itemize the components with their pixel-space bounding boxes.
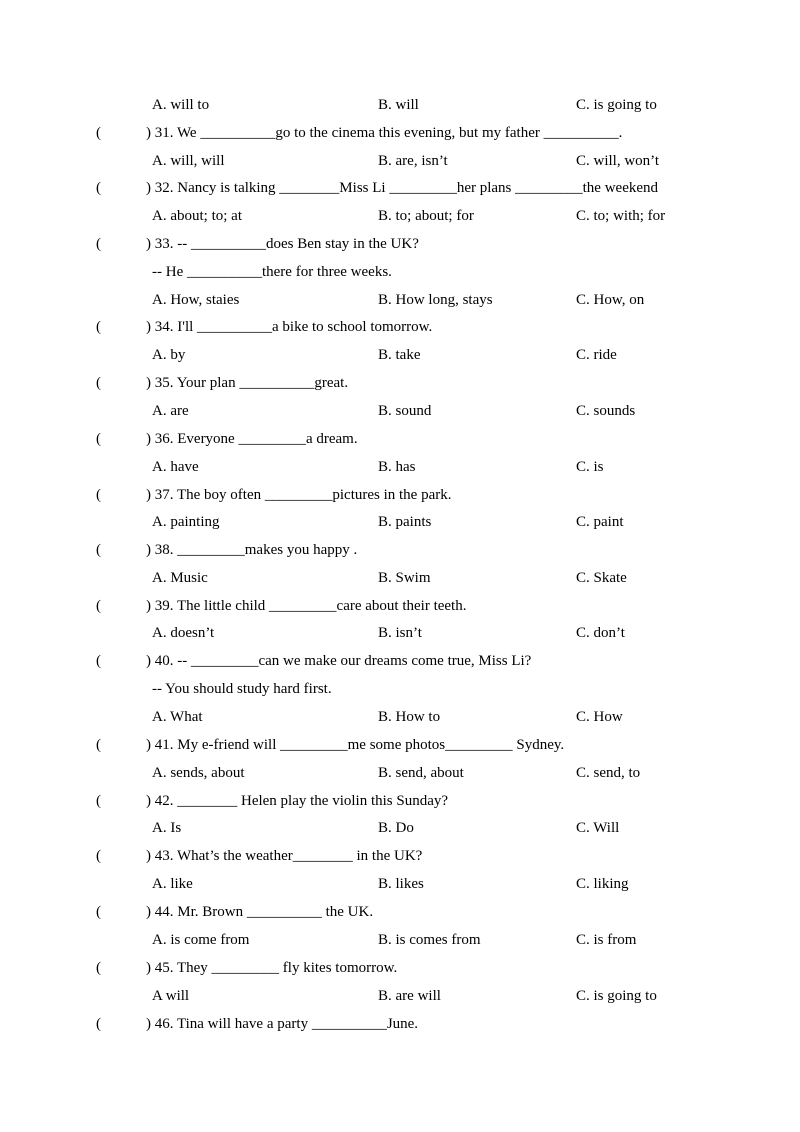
question-text: ) 39. The little child _________care about their teeth.	[146, 598, 467, 614]
question-row	[0, 957, 800, 979]
option-a: A. What	[152, 709, 203, 725]
question-text: ) 34. I'll __________a bike to school tomorrow.	[146, 319, 433, 335]
option-c: C. send, to	[576, 765, 641, 781]
options-row	[0, 289, 800, 311]
question-text: ) 43. What’s the weather________ in the UK?	[146, 848, 423, 864]
options-row	[0, 567, 800, 589]
question-text: ) 32. Nancy is talking ________Miss Li _________her plans _________the weekend	[146, 180, 659, 196]
option-a: A. sends, about	[152, 765, 245, 781]
question-text: ) 46. Tina will have a party __________June.	[146, 1016, 419, 1032]
option-c: C. don’t	[576, 625, 625, 641]
option-c: C. is from	[576, 932, 637, 948]
option-c: C. to; with; for	[576, 208, 666, 224]
options-row	[0, 150, 800, 172]
options-row	[0, 205, 800, 227]
answer-paren: (	[96, 904, 101, 920]
question-row	[0, 901, 800, 923]
question-text: ) 37. The boy often _________pictures in the park.	[146, 487, 452, 503]
option-a: A will	[152, 988, 190, 1004]
question-row	[0, 316, 800, 338]
question-row	[0, 595, 800, 617]
answer-paren: (	[96, 737, 101, 753]
question-row	[0, 650, 800, 672]
question-text: ) 36. Everyone _________a dream.	[146, 431, 358, 447]
options-row	[0, 400, 800, 422]
options-row	[0, 817, 800, 839]
answer-paren: (	[96, 653, 101, 669]
answer-paren: (	[96, 319, 101, 335]
option-b: B. are will	[378, 988, 441, 1004]
question-row	[0, 484, 800, 506]
question-row	[0, 122, 800, 144]
options-row	[0, 94, 800, 116]
option-b: B. has	[378, 459, 416, 475]
option-c: C. will, won’t	[576, 153, 660, 169]
option-b: B. Do	[378, 820, 414, 836]
options-row	[0, 511, 800, 533]
options-row	[0, 985, 800, 1007]
question-row	[0, 539, 800, 561]
option-b: B. Swim	[378, 570, 431, 586]
option-b: B. is comes from	[378, 932, 481, 948]
option-a: A. are	[152, 403, 189, 419]
option-c: C. is going to	[576, 988, 657, 1004]
question-text: ) 44. Mr. Brown __________ the UK.	[146, 904, 374, 920]
option-b: B. likes	[378, 876, 424, 892]
question-text: ) 35. Your plan __________great.	[146, 375, 349, 391]
answer-paren: (	[96, 960, 101, 976]
answer-paren: (	[96, 848, 101, 864]
options-row	[0, 873, 800, 895]
option-b: B. How to	[378, 709, 441, 725]
option-c: C. is going to	[576, 97, 657, 113]
options-row	[0, 344, 800, 366]
option-b: B. take	[378, 347, 421, 363]
option-b: B. send, about	[378, 765, 464, 781]
option-c: C. ride	[576, 347, 617, 363]
option-a: A. is come from	[152, 932, 250, 948]
dialogue-text: -- You should study hard first.	[152, 681, 332, 697]
option-b: B. to; about; for	[378, 208, 474, 224]
answer-paren: (	[96, 487, 101, 503]
question-row	[0, 1013, 800, 1035]
question-text: ) 42. ________ Helen play the violin this Sunday?	[146, 793, 449, 809]
question-row	[0, 734, 800, 756]
answer-paren: (	[96, 125, 101, 141]
option-c: C. sounds	[576, 403, 636, 419]
question-text: ) 45. They _________ fly kites tomorrow.	[146, 960, 398, 976]
dialogue-line	[0, 261, 800, 283]
question-text: ) 33. -- __________does Ben stay in the UK?	[146, 236, 419, 252]
option-b: B. paints	[378, 514, 432, 530]
question-text: ) 41. My e-friend will _________me some photos_________ Sydney.	[146, 737, 565, 753]
option-c: C. Skate	[576, 570, 627, 586]
answer-paren: (	[96, 431, 101, 447]
option-b: B. isn’t	[378, 625, 422, 641]
option-a: A. doesn’t	[152, 625, 215, 641]
answer-paren: (	[96, 542, 101, 558]
question-row	[0, 177, 800, 199]
option-a: A. Music	[152, 570, 208, 586]
options-row	[0, 622, 800, 644]
option-c: C. is	[576, 459, 604, 475]
question-row	[0, 845, 800, 867]
option-c: C. How	[576, 709, 623, 725]
option-c: C. Will	[576, 820, 620, 836]
dialogue-text: -- He __________there for three weeks.	[152, 264, 392, 280]
question-text: ) 31. We __________go to the cinema this evening, but my father __________.	[146, 125, 623, 141]
dialogue-line	[0, 678, 800, 700]
option-c: C. paint	[576, 514, 624, 530]
question-row	[0, 790, 800, 812]
option-c: C. liking	[576, 876, 629, 892]
option-b: B. sound	[378, 403, 432, 419]
question-row	[0, 372, 800, 394]
options-row	[0, 706, 800, 728]
option-a: A. about; to; at	[152, 208, 242, 224]
answer-paren: (	[96, 375, 101, 391]
option-a: A. painting	[152, 514, 220, 530]
answer-paren: (	[96, 793, 101, 809]
option-a: A. Is	[152, 820, 182, 836]
options-row	[0, 762, 800, 784]
option-a: A. by	[152, 347, 186, 363]
question-text: ) 40. -- _________can we make our dreams come true, Miss Li?	[146, 653, 532, 669]
answer-paren: (	[96, 598, 101, 614]
question-row	[0, 233, 800, 255]
option-a: A. How, staies	[152, 292, 240, 308]
option-a: A. like	[152, 876, 193, 892]
answer-paren: (	[96, 180, 101, 196]
question-row	[0, 428, 800, 450]
option-a: A. will to	[152, 97, 210, 113]
question-text: ) 38. _________makes you happy .	[146, 542, 358, 558]
answer-paren: (	[96, 236, 101, 252]
option-a: A. will, will	[152, 153, 225, 169]
option-b: B. How long, stays	[378, 292, 493, 308]
option-a: A. have	[152, 459, 199, 475]
options-row	[0, 929, 800, 951]
answer-paren: (	[96, 1016, 101, 1032]
option-b: B. are, isn’t	[378, 153, 448, 169]
option-c: C. How, on	[576, 292, 645, 308]
option-b: B. will	[378, 97, 419, 113]
options-row	[0, 456, 800, 478]
